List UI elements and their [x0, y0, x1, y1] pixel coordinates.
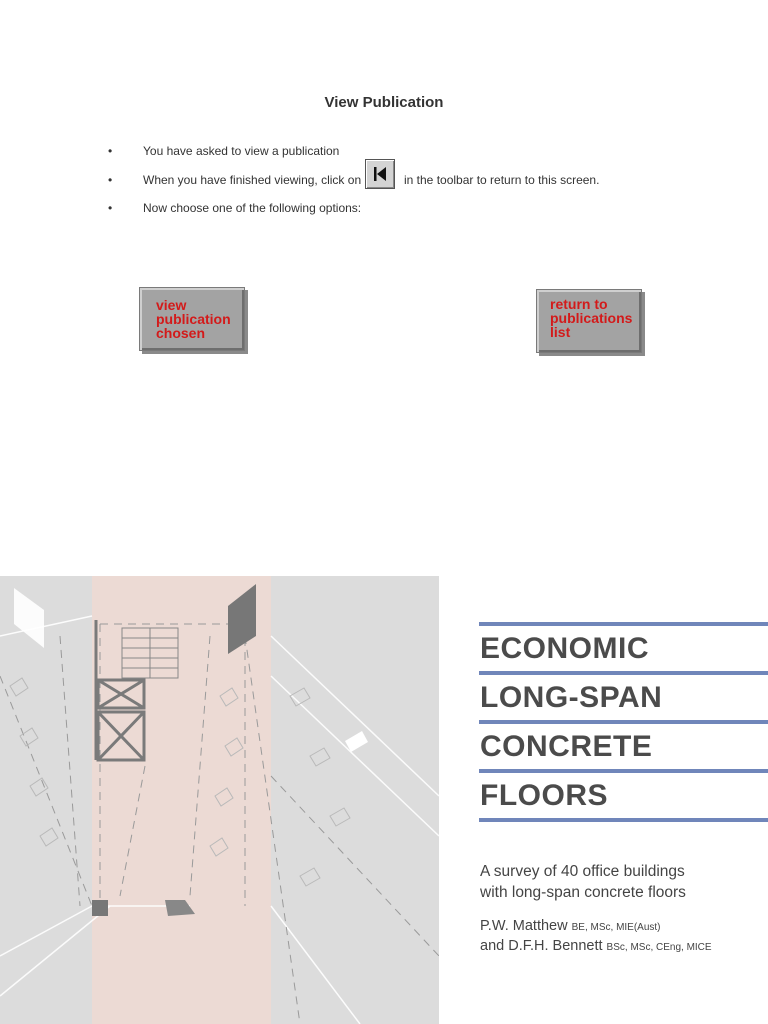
author-1-name: P.W. Matthew	[480, 918, 568, 934]
return-to-list-button-label: return to publications list	[550, 296, 633, 340]
cover-rule-5	[479, 818, 768, 822]
instruction-line-2-end: in the toolbar to return to this screen.	[404, 173, 600, 187]
cover-rule-3	[479, 720, 768, 724]
author-1	[480, 918, 661, 934]
skip-to-start-icon	[366, 160, 394, 188]
cover-rule-1	[479, 622, 768, 626]
cover-title-line-1: ECONOMIC	[480, 632, 649, 665]
return-to-publications-list-button[interactable]	[536, 289, 642, 353]
view-publication-chosen-button[interactable]	[139, 287, 245, 351]
page-title: View Publication	[324, 94, 444, 111]
author-2-credentials: BSc, MSc, CEng, MICE	[606, 942, 712, 953]
author-2-name: and D.F.H. Bennett	[480, 938, 603, 954]
bullet-1: •	[108, 144, 113, 158]
floor-plan-drawing	[0, 576, 439, 1024]
cover-subtitle-line-1: A survey of 40 office buildings	[480, 863, 685, 880]
cover-illustration	[0, 576, 439, 1024]
return-to-start-toolbar-button[interactable]	[365, 159, 395, 189]
instruction-line-2-start: When you have finished viewing, click on	[143, 173, 362, 187]
cover-rule-4	[479, 769, 768, 773]
cover-title-line-2: LONG-SPAN	[480, 681, 663, 714]
instruction-line-3: Now choose one of the following options:	[143, 201, 362, 215]
cover-rule-2	[479, 671, 768, 675]
bullet-3: •	[108, 201, 113, 215]
bullet-2: •	[108, 173, 113, 187]
cover-title-line-4: FLOORS	[480, 779, 608, 812]
cover-subtitle-line-2: with long-span concrete floors	[480, 884, 686, 901]
author-2	[480, 938, 712, 954]
view-publication-button-label: view publication chosen	[156, 297, 231, 341]
cover-title-line-3: CONCRETE	[480, 730, 653, 763]
instruction-line-1: You have asked to view a publication	[143, 144, 340, 158]
author-1-credentials: BE, MSc, MIE(Aust)	[571, 922, 661, 933]
